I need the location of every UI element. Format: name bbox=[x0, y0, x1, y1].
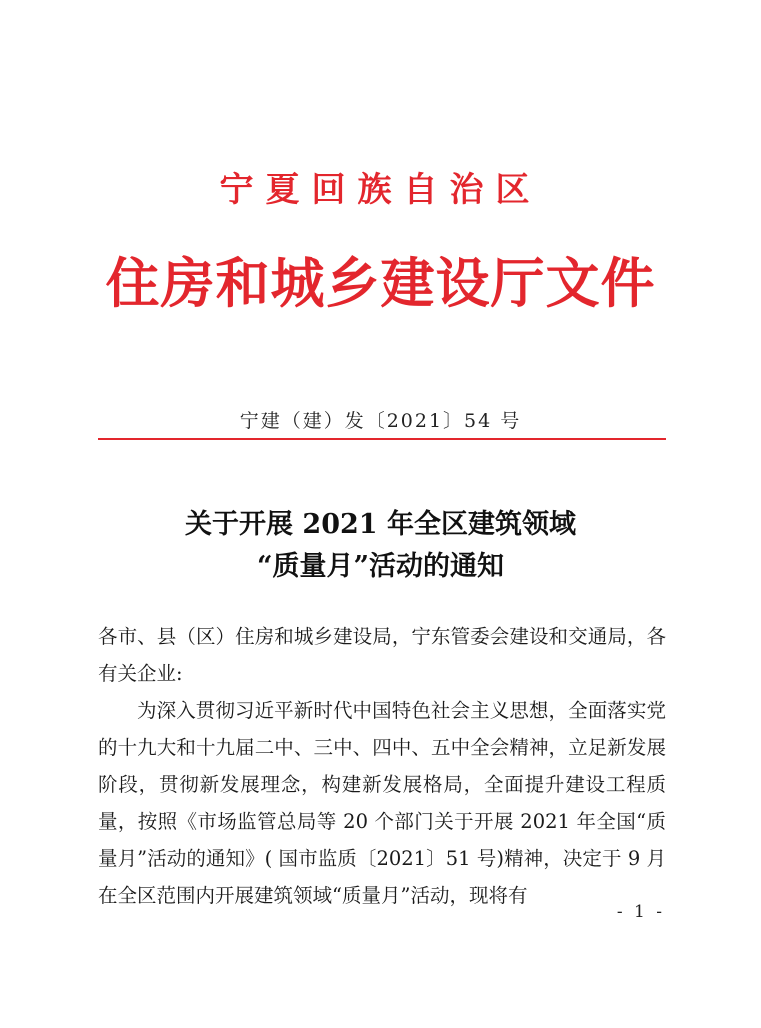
document-title-line2: “质量月”活动的通知 bbox=[256, 551, 505, 582]
issuer-department-heading: 住房和城乡建设厅文件 bbox=[105, 251, 656, 315]
red-divider-line bbox=[98, 438, 666, 440]
body-paragraph-1: 为深入贯彻习近平新时代中国特色社会主义思想，全面落实党的十九大和十九届二中、三中、四中、五中全会精神，立足新发展阶段，贯彻新发展理念，构建新发展格局，全面提升建设工程质量，按照《市场监管总局等 20 个部门关于开展 2021 年全国“质量月”活动的通知》( 国市监质〔2021〕51 号)精神，决定于 9 月在全区范围内开展建筑领域“质量月”活动，现将有 bbox=[98, 699, 666, 907]
document-title bbox=[0, 504, 761, 588]
document-title-line1: 关于开展 2021 年全区建筑领域 bbox=[185, 509, 576, 540]
document-body bbox=[98, 618, 666, 914]
issuer-region-heading: 宁夏回族自治区 bbox=[219, 170, 542, 210]
page-number: - 1 - bbox=[616, 902, 665, 922]
document-number: 宁建（建）发〔2021〕54 号 bbox=[239, 410, 522, 432]
addressee-paragraph: 各市、县（区）住房和城乡建设局，宁东管委会建设和交通局，各有关企业: bbox=[98, 625, 666, 685]
